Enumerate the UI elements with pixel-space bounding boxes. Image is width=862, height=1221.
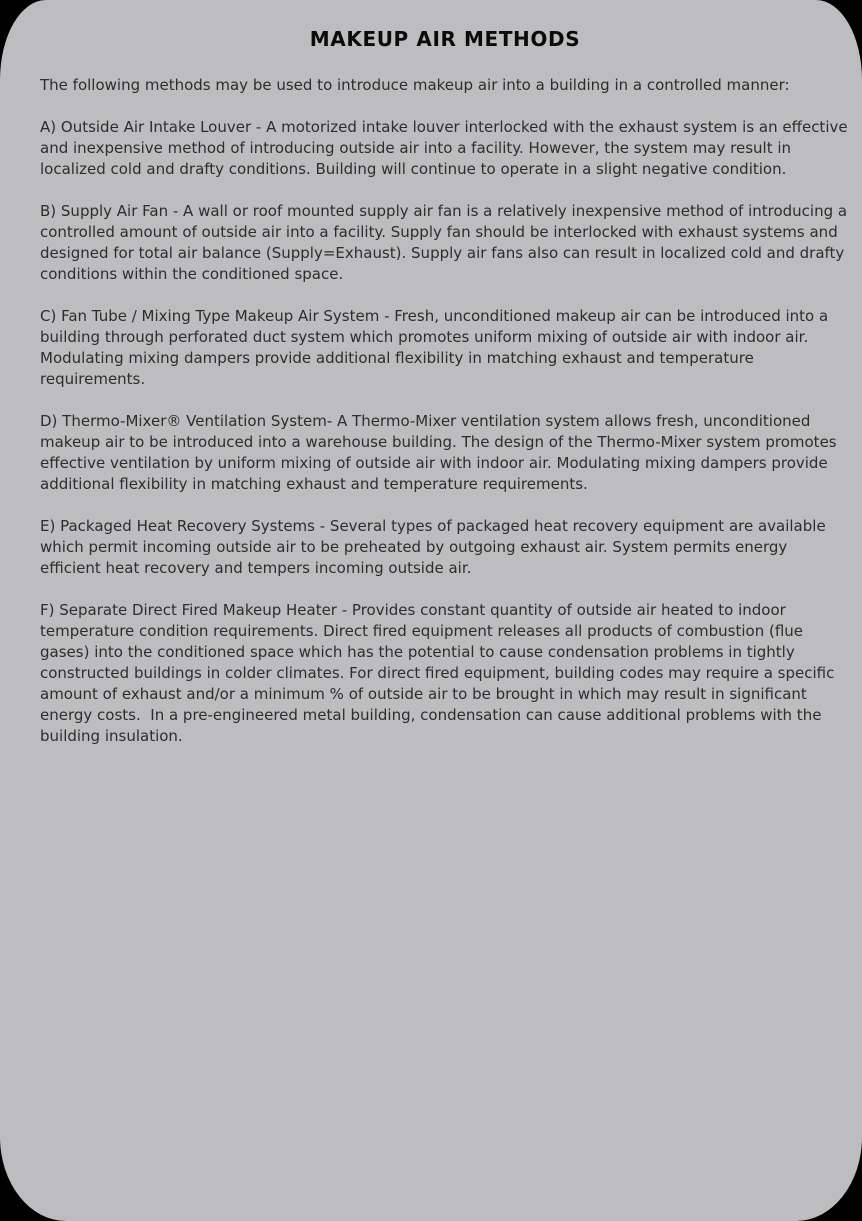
- intro-paragraph: The following methods may be used to introduce makeup air into a building in a controlled manner:: [40, 76, 790, 94]
- page-title: MAKEUP AIR METHODS: [309, 27, 581, 51]
- section-f-direct-fired-makeup-heater-paragraph: F) Separate Direct Fired Makeup Heater - Provides constant quantity of outside air heated to indoor temperature condition requirements. Direct fired equipment releases all products of combustion (flue gases) into the conditioned space which has the potential to cause condensation problems in tightly constructed buildings in colder climates. For direct fired equipment, building codes may require a specific amount of exhaust and/or a minimum % of outside air to be brought in which may result in significant energy costs. In a pre-engineered metal building, condensation can cause additional problems with the building insulation.: [40, 601, 840, 745]
- section-e-packaged-heat-recovery-paragraph: E) Packaged Heat Recovery Systems - Several types of packaged heat recovery equipment are available which permit incoming outside air to be preheated by outgoing exhaust air. System permits energy efficient heat recovery and tempers incoming outside air.: [40, 517, 831, 577]
- section-d-thermo-mixer-paragraph: D) Thermo-Mixer® Ventilation System- A Thermo-Mixer ventilation system allows fresh, unconditioned makeup air to be introduced into a warehouse building. The design of the Thermo-Mixer system promotes effective ventilation by uniform mixing of outside air with indoor air. Modulating mixing dampers provide additional flexibility in matching exhaust and temperature requirements.: [40, 412, 842, 493]
- section-c-fan-tube-mixing-paragraph: C) Fan Tube / Mixing Type Makeup Air System - Fresh, unconditioned makeup air can be introduced into a building through perforated duct system which promotes uniform mixing of outside air with indoor air. Modulating mixing dampers provide additional flexibility in matching exhaust and temperature requirements.: [40, 307, 833, 388]
- section-a-outside-air-intake-louver-paragraph: A) Outside Air Intake Louver - A motorized intake louver interlocked with the exhaust system is an effective and inexpensive method of introducing outside air into a facility. However, the system may result in localized cold and drafty conditions. Building will continue to operate in a slight negative condition.: [40, 118, 853, 178]
- section-b-supply-air-fan-paragraph: B) Supply Air Fan - A wall or roof mounted supply air fan is a relatively inexpensive method of introducing a controlled amount of outside air into a facility. Supply fan should be interlocked with exhaust systems and designed for total air balance (Supply=Exhaust). Supply air fans also can result in localized cold and drafty conditions within the conditioned space.: [40, 202, 852, 283]
